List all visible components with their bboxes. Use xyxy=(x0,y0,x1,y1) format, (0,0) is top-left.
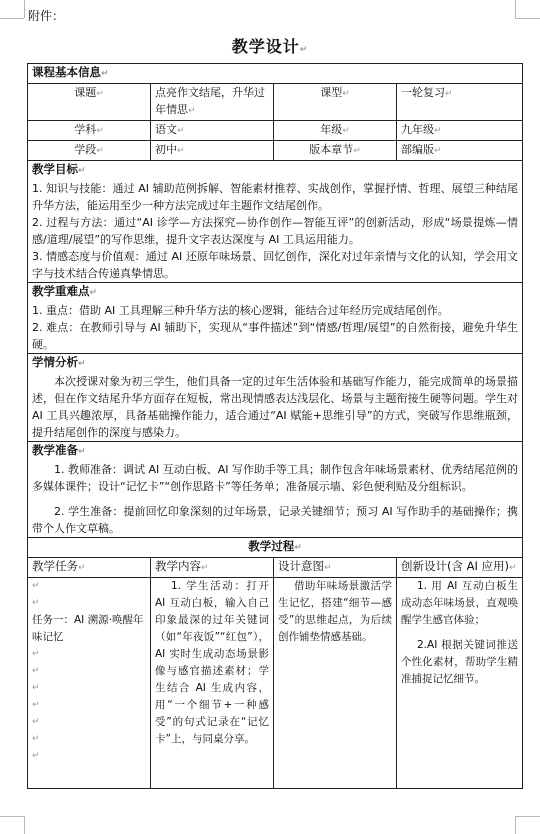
topic-label: 课题↵ xyxy=(28,84,151,121)
lesson-plan-table xyxy=(27,63,523,789)
document-title: 教学设计↵ xyxy=(231,37,309,56)
grade-label: 年级↵ xyxy=(274,121,397,141)
content-text: 1. 学生活动：打开 AI 互动白板，输入自己印象最深的过年关键词（如“年夜饭”“红包”），AI 实时生成动态场景影像与感官描述素材；学生结合 AI 生成内容，用“一个细节+一种感受”的句式记录在“记忆卡”上，与同桌分享。 xyxy=(155,580,269,745)
task-text: 任务一：AI 溯源·唤醒年味记忆 xyxy=(32,614,144,643)
intent-text: 借助年味场景激活学生记忆，搭建“细节—感受”的思维起点，为后续创作铺垫情感基础。 xyxy=(278,580,392,643)
topic-value: 点亮作文结尾，升华过年情思↵ xyxy=(151,84,274,121)
innovation-item: 2.AI 根据关键词推送个性化素材，帮助学生精准捕捉记忆细节。 xyxy=(401,639,519,685)
grade-value: 九年级↵ xyxy=(397,121,523,141)
edition-label: 版本章节↵ xyxy=(274,141,397,161)
header-task: 教学任务↵ xyxy=(28,558,151,578)
goal-item: 2. 过程与方法：通过“AI 诊学—方法探究—协作创作—智能互评”的创新活动，形成“场景提炼—情感/道理/展望”的写作思维，提升文字表达深度与 AI 工具运用能力。 xyxy=(32,216,519,246)
edition-value: 部编版↵ xyxy=(397,141,523,161)
intent-cell xyxy=(274,578,397,789)
innovation-cell xyxy=(397,578,523,789)
teaching-process-heading: 教学过程↵ xyxy=(28,538,523,558)
learner-analysis-heading: 学情分析↵ xyxy=(32,355,86,369)
type-label: 课型↵ xyxy=(274,84,397,121)
header-innovation: 创新设计(含 AI 应用)↵ xyxy=(397,558,523,578)
goal-item: 1. 知识与技能：通过 AI 辅助范例拆解、智能素材推荐、实战创作，掌握抒情、哲理、展望三种结尾升华方法，能运用至少一种方法完成过年主题作文结尾创作。 xyxy=(32,182,519,212)
teacher-prep-text: 1. 教师准备：调试 AI 互动白板、AI 写作助手等工具；制作包含年味场景素材、优秀结尾范例的多媒体课件；设计“记忆卡”“创作思路卡”等任务单；准备展示墙、彩色便利贴及分组标识。 xyxy=(32,463,519,493)
subject-label: 学科↵ xyxy=(28,121,151,141)
task-cell: ↵ ↵ 任务一：AI 溯源·唤醒年味记忆 ↵ ↵ ↵ ↵ ↵ ↵ ↵ xyxy=(28,578,151,789)
learner-analysis-text: 本次授课对象为初三学生，他们具备一定的过年生活体验和基础写作能力，能完成简单的场景描述，但在作文结尾升华方面存在短板，常出现情感表达浅层化、场景与主题衔接生硬等问题。学生对 AI 工具兴趣浓厚，具备基础操作能力，适合通过“AI 赋能+思维引导”的方式，突破写作思维瓶颈，提升结尾创作的深度与感染力。 xyxy=(32,375,519,439)
teaching-goals-section xyxy=(28,161,523,283)
key-point-item: 2. 难点：在教师引导与 AI 辅助下，实现从“事件描述”到“情感/哲理/展望”的自然衔接，避免升华生硬。 xyxy=(32,321,519,351)
content-cell xyxy=(151,578,274,789)
teaching-prep-heading: 教学准备↵ xyxy=(32,443,86,457)
student-prep-text: 2. 学生准备：提前回忆印象深刻的过年场景，记录关键细节；预习 AI 写作助手的基础操作；携带个人作文草稿。 xyxy=(32,505,519,535)
header-content: 教学内容↵ xyxy=(151,558,274,578)
key-points-heading: 教学重难点↵ xyxy=(32,284,98,298)
attachment-label: 附件： xyxy=(28,9,65,23)
goal-item: 3. 情感态度与价值观：通过 AI 还原年味场景、回忆创作，深化对过年亲情与文化的认知，学会用文字与技术结合传递真挚情思。 xyxy=(32,250,519,280)
stage-value: 初中↵ xyxy=(151,141,274,161)
subject-value: 语文↵ xyxy=(151,121,274,141)
learner-analysis-section xyxy=(28,354,523,442)
stage-label: 学段↵ xyxy=(28,141,151,161)
header-intent: 设计意图↵ xyxy=(274,558,397,578)
basic-info-heading: 课程基本信息↵ xyxy=(28,64,523,84)
teaching-goals-heading: 教学目标↵ xyxy=(32,162,86,176)
key-points-section xyxy=(28,283,523,354)
type-value: 一轮复习↵ xyxy=(397,84,523,121)
teaching-prep-section xyxy=(28,442,523,538)
innovation-item: 1. 用 AI 互动白板生成动态年味场景，直观唤醒学生感官体验； xyxy=(401,580,519,626)
key-point-item: 1. 重点：借助 AI 工具理解三种升华方法的核心逻辑，能结合过年经历完成结尾创作。 xyxy=(32,304,449,317)
